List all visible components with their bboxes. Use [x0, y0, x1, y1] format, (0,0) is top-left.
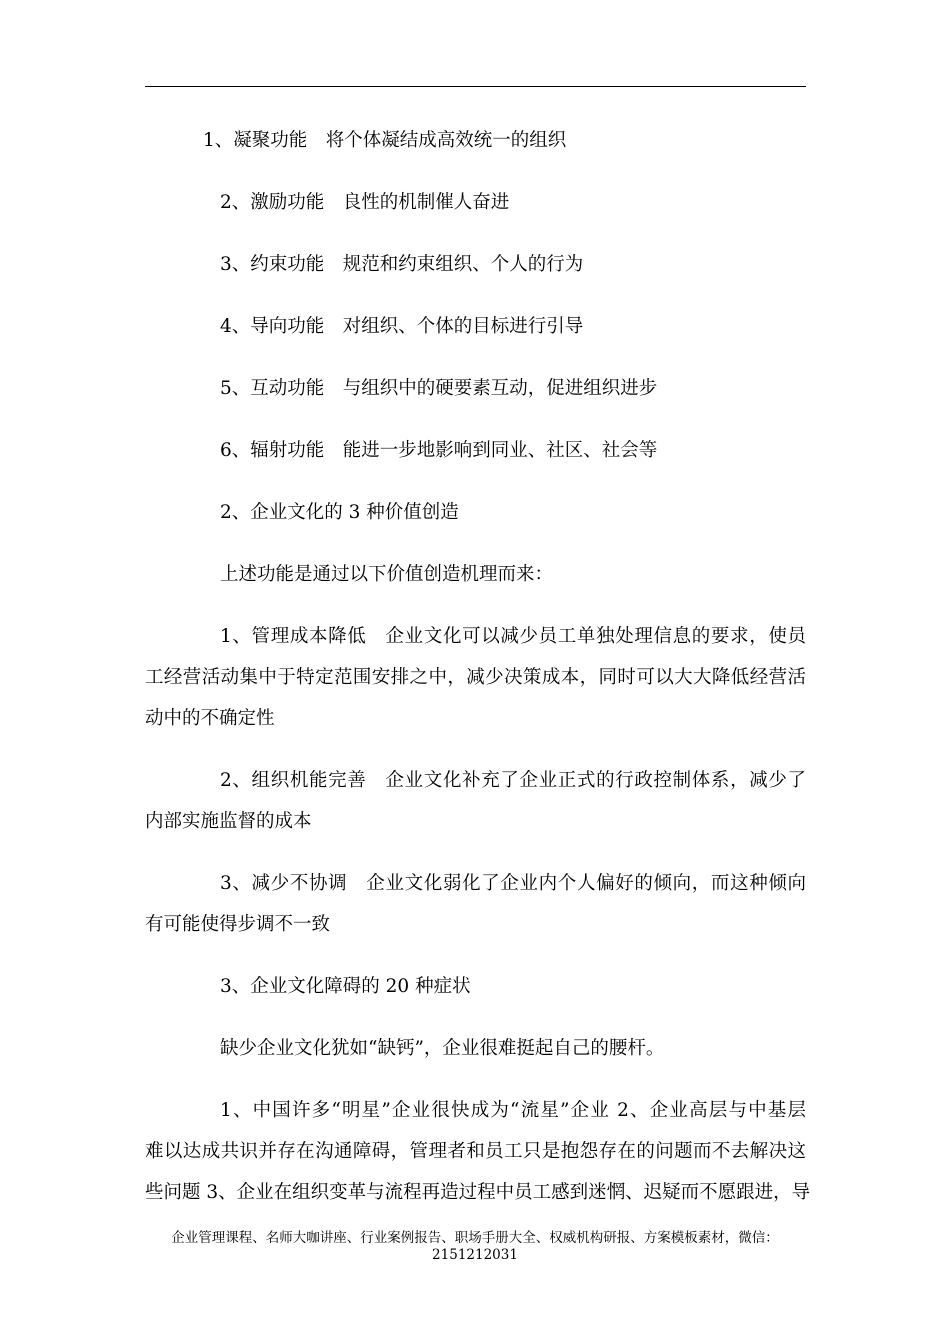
paragraph-line: 1、管理成本降低 企业文化可以减少员工单独处理信息的要求，使员: [220, 626, 806, 647]
paragraph-line: 3、减少不协调 企业文化弱化了企业内个人偏好的倾向，而这种倾向: [220, 873, 806, 894]
paragraph: [145, 1028, 806, 1069]
paragraph: [145, 368, 806, 409]
page-footer: [0, 1230, 950, 1264]
paragraph-line: 工经营活动集中于特定范围安排之中，减少决策成本，同时可以大大降低经营活: [145, 667, 806, 688]
paragraph-line: 3、约束功能 规范和约束组织、个人的行为: [220, 254, 584, 275]
paragraph-line: 2、激励功能 良性的机制催人奋进: [220, 192, 510, 213]
footer-wechat-id: 2151212031: [432, 1247, 518, 1263]
paragraph-line: 动中的不确定性: [145, 708, 275, 729]
paragraph: [145, 616, 806, 739]
paragraph-line: 5、互动功能 与组织中的硬要素互动，促进组织进步: [220, 378, 658, 399]
paragraph: [145, 966, 806, 1007]
paragraph: [145, 182, 806, 223]
paragraph-line: 内部实施监督的成本: [145, 811, 312, 832]
paragraph: [145, 1090, 811, 1213]
paragraph-line: 4、导向功能 对组织、个体的目标进行引导: [220, 316, 584, 337]
paragraph: [145, 863, 806, 945]
paragraph-line: 3、企业文化障碍的 20 种症状: [220, 976, 471, 997]
paragraph: [145, 492, 806, 533]
footer-promo-text: 企业管理课程、名师大咖讲座、行业案例报告、职场手册大全、权威机构研报、方案模板素材，微信：: [171, 1230, 779, 1246]
paragraph: [145, 306, 806, 347]
paragraph: [145, 430, 806, 471]
paragraph: [145, 760, 806, 842]
paragraph-line: 难以达成共识并存在沟通障碍，管理者和员工只是抱怨存在的问题而不去解决这: [145, 1141, 806, 1162]
paragraph-line: 缺少企业文化犹如“缺钙”，企业很难挺起自己的腰杆。: [220, 1038, 665, 1059]
paragraph-line: 1、凝聚功能 将个体凝结成高效统一的组织: [203, 130, 567, 151]
paragraph-line: 有可能使得步调不一致: [145, 914, 331, 935]
paragraph-line: 6、辐射功能 能进一步地影响到同业、社区、社会等: [220, 440, 658, 461]
paragraph-line: 些问题 3、企业在组织变革与流程再造过程中员工感到迷惘、迟疑而不愿跟进，导: [145, 1182, 811, 1203]
paragraph: [145, 554, 806, 595]
header-rule: [145, 86, 806, 87]
paragraph-line: 2、企业文化的 3 种价值创造: [220, 502, 459, 523]
paragraph-line: 1、中国许多“明星”企业很快成为“流星”企业 2、企业高层与中基层: [220, 1100, 806, 1121]
paragraph-line: 2、组织机能完善 企业文化补充了企业正式的行政控制体系，减少了: [220, 770, 806, 791]
document-body: [145, 120, 811, 1234]
paragraph-line: 上述功能是通过以下价值创造机理而来：: [220, 564, 554, 585]
paragraph: [145, 244, 806, 285]
paragraph: [145, 120, 806, 161]
